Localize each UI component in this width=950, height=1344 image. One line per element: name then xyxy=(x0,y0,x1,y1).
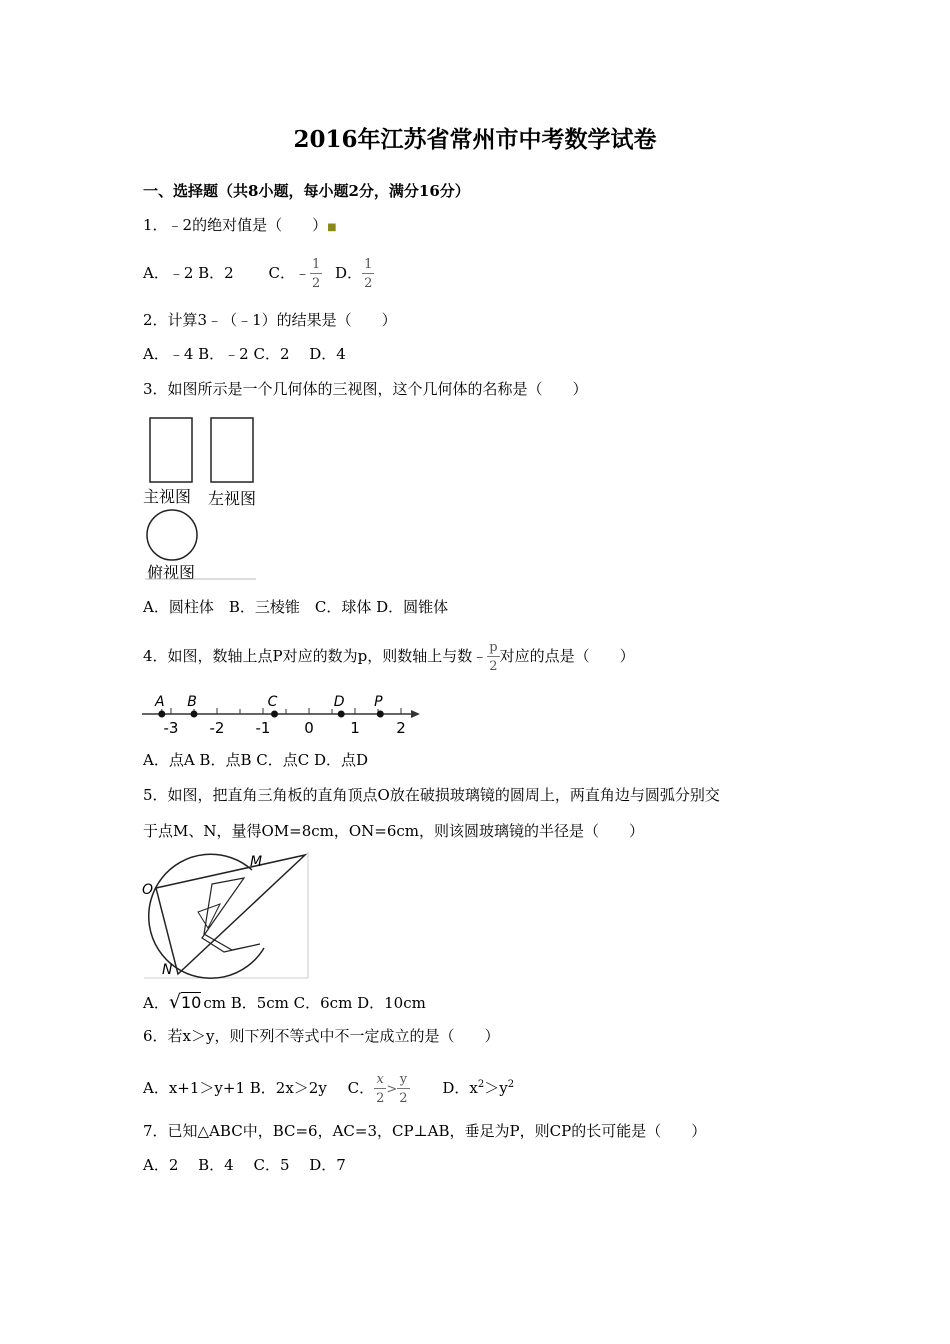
point-b xyxy=(191,711,198,718)
side-view-label: 左视图 xyxy=(208,489,257,508)
sqrt-sign: √ xyxy=(168,991,181,1013)
label-o: O xyxy=(142,882,154,898)
point-label-p: P xyxy=(374,694,383,710)
point-c xyxy=(271,711,278,718)
q6-c-right-den: 2 xyxy=(399,1091,408,1106)
axis-arrow-head xyxy=(411,710,420,718)
q1-options-ab: A．﹣2 B．2 xyxy=(143,264,234,282)
tick-label: 0 xyxy=(304,719,314,737)
point-a xyxy=(158,711,165,718)
q6-d-sup-2: 2 xyxy=(507,1079,515,1090)
q5-option-a-prefix: A． xyxy=(143,994,169,1012)
tick-label: -3 xyxy=(163,719,179,737)
set-square-outer xyxy=(156,855,305,974)
question-7-stem: 7．已知△ABC中，BC=6，AC=3，CP⊥AB，垂足为P，则CP的长可能是（ ） xyxy=(143,1122,707,1140)
page-title: 2016年江苏省常州市中考数学试卷 xyxy=(293,126,657,153)
tick-group xyxy=(162,708,406,737)
point-label-a: A xyxy=(155,694,165,710)
q1-d-frac-den: 2 xyxy=(364,276,373,291)
question-5-stem-line2: 于点M、N，量得OM=8cm，ON=6cm，则该圆玻璃镜的半径是（ ） xyxy=(143,822,645,840)
mark-dot: ■ xyxy=(327,222,337,233)
q6-d-mid: ＞y xyxy=(484,1079,508,1097)
top-view-circle xyxy=(147,510,197,560)
q6-d-sup-1: 2 xyxy=(477,1079,485,1090)
q4-fraction xyxy=(487,641,499,673)
q1-c-frac-num: 1 xyxy=(311,257,321,272)
question-6-options xyxy=(143,1064,514,1111)
question-5-stem-line1: 5．如图，把直角三角板的直角顶点O放在破损玻璃镜的圆周上，两直角边与圆弧分别交 xyxy=(143,786,720,804)
q6-option-d-prefix: D．x xyxy=(442,1079,478,1097)
number-line-figure xyxy=(138,690,428,738)
question-1-stem xyxy=(143,218,337,233)
label-n: N xyxy=(162,962,173,978)
question-7-options: A．2 B．4 C．5 D．7 xyxy=(143,1156,346,1174)
q6-option-c-prefix: C． xyxy=(347,1079,375,1097)
q6-options-ab: A．x+1＞y+1 B．2x＞2y xyxy=(143,1079,327,1097)
q4-stem-after: 对应的点是（ ） xyxy=(499,647,635,665)
tick-label: -2 xyxy=(209,719,225,737)
q6-c-left-fraction xyxy=(374,1073,386,1105)
three-views-figure xyxy=(140,414,260,584)
q1-d-frac-num: 1 xyxy=(364,257,373,272)
question-5-options xyxy=(143,990,426,1015)
top-view-label: 俯视图 xyxy=(147,563,196,582)
q1-c-frac-den: 2 xyxy=(311,276,321,291)
q4-frac-num: p xyxy=(489,640,498,655)
q4-stem-before: 4．如图，数轴上点P对应的数为p，则数轴上与数﹣ xyxy=(143,647,488,665)
question-1-options xyxy=(143,254,374,292)
question-4-options: A．点A B．点B C．点C D．点D xyxy=(143,751,369,769)
tick-label: -1 xyxy=(255,719,271,737)
q6-c-left-den: 2 xyxy=(376,1091,385,1106)
point-d xyxy=(338,711,345,718)
front-view-rect xyxy=(150,418,192,482)
q1-stem-text: 1．﹣2的绝对值是（ ） xyxy=(143,216,328,234)
q1-d-fraction xyxy=(362,258,374,290)
q6-c-gt: > xyxy=(386,1082,398,1097)
q1-option-c: C．﹣ xyxy=(268,264,310,282)
broken-mirror-figure xyxy=(140,850,312,982)
point-p xyxy=(377,711,384,718)
question-4-stem xyxy=(143,636,635,676)
tick-label: 1 xyxy=(350,719,360,737)
tick-label: 2 xyxy=(396,719,406,737)
q1-c-fraction xyxy=(310,258,322,290)
sqrt-radicand: 10 xyxy=(180,993,202,1012)
label-m: M xyxy=(250,854,263,870)
front-view-label: 主视图 xyxy=(143,487,192,506)
question-2-stem: 2．计算3﹣（﹣1）的结果是（ ） xyxy=(143,311,397,329)
point-label-d: D xyxy=(333,694,345,710)
section-heading: 一、选择题（共8小题，每小题2分，满分16分） xyxy=(143,182,470,200)
point-label-c: C xyxy=(267,694,278,710)
question-6-stem: 6．若x＞y，则下列不等式中不一定成立的是（ ） xyxy=(143,1027,500,1045)
q6-c-right-fraction xyxy=(397,1073,409,1105)
question-2-options: A．﹣4 B．﹣2 C．2 D．4 xyxy=(143,345,346,363)
side-view-rect xyxy=(211,418,253,482)
q5-options-rest: cm B．5cm C．6cm D．10cm xyxy=(203,994,426,1012)
q4-frac-den: 2 xyxy=(489,659,498,674)
q6-c-left-num: x xyxy=(374,1073,386,1089)
question-3-stem: 3．如图所示是一个几何体的三视图，这个几何体的名称是（ ） xyxy=(143,380,588,398)
point-label-b: B xyxy=(187,694,197,710)
set-square-inner xyxy=(202,878,260,952)
question-3-options: A．圆柱体 B．三棱锥 C．球体 D．圆锥体 xyxy=(143,598,449,616)
q1-option-d: D． xyxy=(335,264,363,282)
q6-c-right-num: y xyxy=(397,1073,409,1089)
